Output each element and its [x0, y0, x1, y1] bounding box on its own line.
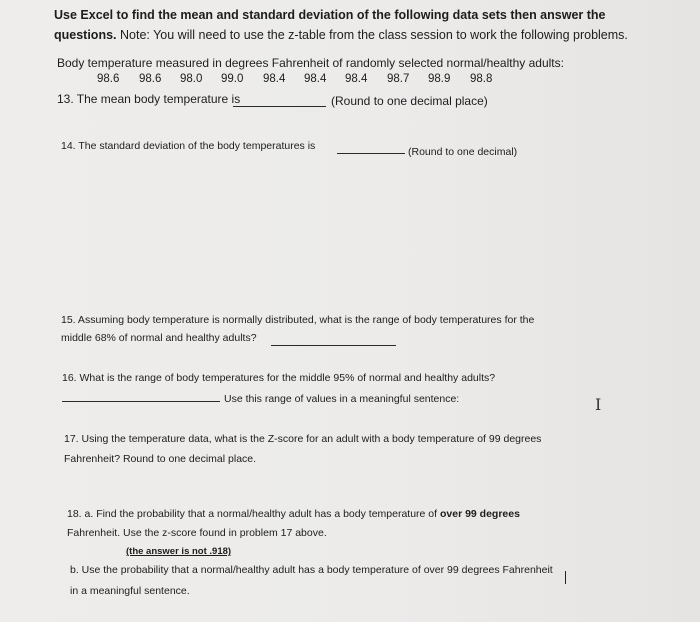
intro-questions-bold: questions.: [54, 28, 117, 42]
dataset-heading: Body temperature measured in degrees Fahrenheit of randomly selected normal/healthy adults:: [57, 56, 564, 70]
intro-note: Note: You will need to use the z-table from the class session to work the following problems.: [116, 28, 628, 42]
q14-text: 14. The standard deviation of the body temperatures is: [61, 140, 316, 152]
data-value: 98.0: [180, 73, 203, 85]
q16-line-2: Use this range of values in a meaningful sentence:: [224, 393, 460, 405]
q18a-text: 18. a. Find the probability that a normal/healthy adult has a body temperature of: [67, 508, 438, 520]
q15-line-1: 15. Assuming body temperature is normally distributed, what is the range of body temperatures for the: [61, 314, 535, 326]
data-value: 99.0: [221, 73, 244, 85]
data-value: 98.9: [428, 73, 451, 85]
q18b-line-1: b. Use the probability that a normal/healthy adult has a body temperature of over 99 degrees Fahrenheit: [70, 564, 553, 576]
q13-text: 13. The mean body temperature is: [57, 92, 241, 106]
q18-note: (the answer is not .918): [126, 546, 232, 557]
q16-answer-blank[interactable]: [62, 401, 220, 402]
q15-answer-blank[interactable]: [271, 345, 396, 346]
data-value: 98.4: [345, 73, 368, 85]
q18a-bold-phrase: over 99 degrees: [439, 508, 520, 520]
q13-answer-blank[interactable]: [233, 106, 326, 107]
data-value: 98.6: [97, 73, 120, 85]
text-caret: [565, 571, 566, 584]
text-cursor-icon: I: [595, 395, 602, 414]
intro-line-1: Use Excel to find the mean and standard deviation of the following data sets then answer the: [54, 8, 606, 22]
q15-line-2: middle 68% of normal and healthy adults?: [61, 332, 257, 344]
data-value: 98.8: [470, 73, 493, 85]
q18a-line-1: [67, 508, 520, 520]
data-value: 98.4: [263, 73, 286, 85]
q13-suffix: (Round to one decimal place): [331, 94, 488, 108]
q14-suffix: (Round to one decimal): [408, 146, 518, 158]
q16-line-1: 16. What is the range of body temperatures for the middle 95% of normal and healthy adults?: [62, 372, 496, 384]
q18b-line-2: in a meaningful sentence.: [70, 585, 190, 597]
data-value: 98.4: [304, 73, 327, 85]
data-value: 98.6: [139, 73, 162, 85]
data-value: 98.7: [387, 73, 410, 85]
intro-line-2: [54, 28, 628, 42]
q14-answer-blank[interactable]: [337, 153, 405, 154]
q17-line-1: 17. Using the temperature data, what is the Z-score for an adult with a body temperature of 99 degrees: [64, 433, 542, 445]
q18a-line-2: Fahrenheit. Use the z-score found in problem 17 above.: [67, 527, 327, 539]
q17-line-2: Fahrenheit? Round to one decimal place.: [64, 453, 257, 465]
